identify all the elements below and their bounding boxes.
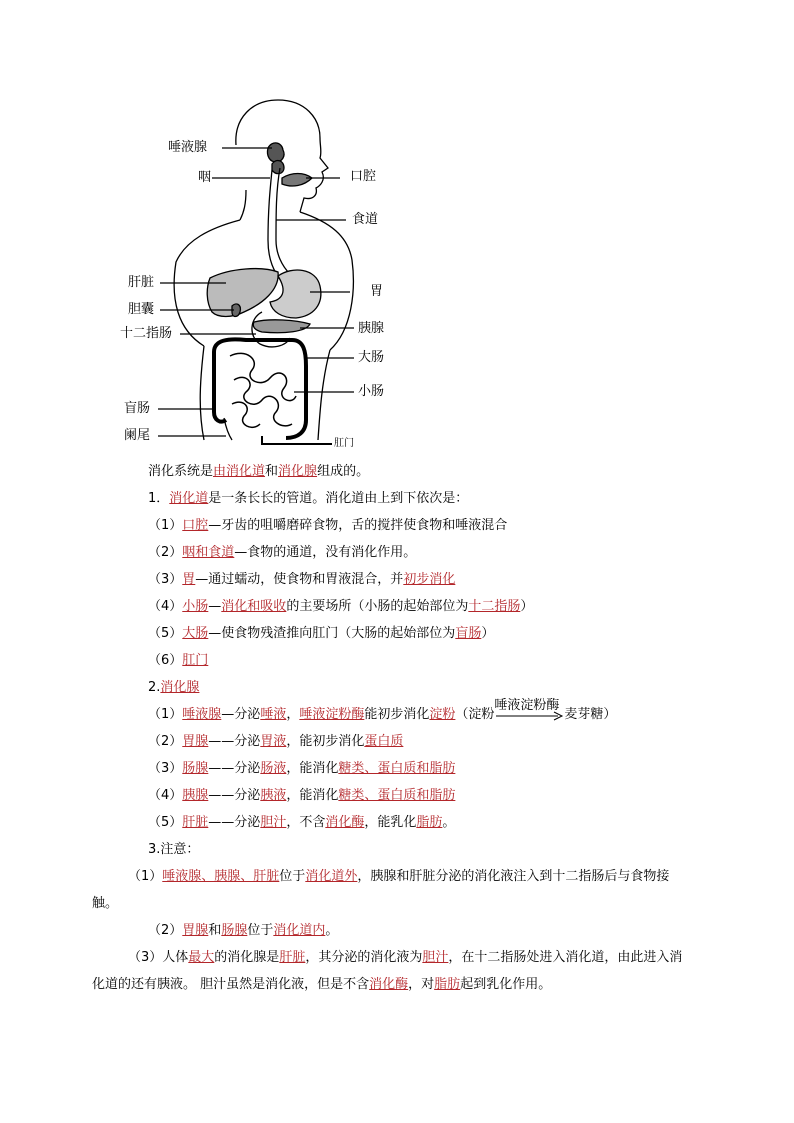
highlight: 消化酶 (369, 977, 409, 992)
text: ，能消化 (286, 761, 339, 776)
highlight: 胰液 (260, 788, 287, 803)
highlight: 最大 (188, 950, 215, 965)
text: ，对 (408, 977, 435, 992)
highlight: 唾液淀粉酶 (299, 707, 365, 722)
text: （淀粉 (455, 707, 495, 722)
label-small-intestine: 小肠 (358, 384, 385, 399)
highlight: 消化和吸收 (221, 599, 287, 614)
text: 位于 (279, 869, 306, 884)
s1-item (120, 647, 690, 674)
s2-item (120, 728, 690, 755)
s3-item (92, 944, 690, 998)
highlight: 肠腺 (182, 761, 209, 776)
text: 2. (148, 680, 161, 695)
text: ，不含 (286, 815, 326, 830)
label-stomach: 胃 (370, 284, 384, 299)
text: （5） (148, 815, 183, 830)
highlight: 脂肪 (434, 977, 461, 992)
label-esophagus: 食道 (352, 212, 379, 227)
highlight: 肝脏 (279, 950, 306, 965)
text: 。 (442, 815, 456, 830)
text: ——分泌 (208, 761, 261, 776)
highlight: 咽和食道 (182, 545, 235, 560)
text: —使食物残渣推向肛门（大肠的起始部位为 (208, 626, 456, 641)
highlight: 消化酶 (325, 815, 365, 830)
label-pharynx: 咽 (198, 170, 212, 185)
highlight: 消化道外 (305, 869, 358, 884)
highlight: 脂肪 (416, 815, 443, 830)
text: 组成的。 (317, 464, 370, 479)
text: 位于 (247, 923, 274, 938)
s2-item (120, 755, 690, 782)
text: ——分泌 (208, 815, 261, 830)
text: ， (286, 707, 300, 722)
text: —分泌 (221, 707, 261, 722)
label-gallbladder: 胆囊 (128, 302, 155, 317)
highlight: 消化腺 (160, 680, 200, 695)
highlight: 肠液 (260, 761, 287, 776)
highlight: 糖类、蛋白质和脂肪 (338, 761, 456, 776)
highlight: 肝脏 (182, 815, 209, 830)
label-large-intestine: 大肠 (358, 350, 385, 365)
highlight: 盲肠 (455, 626, 482, 641)
text: （1） (148, 707, 183, 722)
text: ，能乳化 (364, 815, 417, 830)
s1-item (120, 566, 690, 593)
text: 麦芽糖） (564, 707, 617, 722)
text: 。 (325, 923, 339, 938)
digestive-system-diagram (0, 0, 794, 460)
highlight: 淀粉 (429, 707, 456, 722)
text: ） (520, 599, 534, 614)
text: ——分泌 (208, 788, 261, 803)
highlight: 消化腺 (278, 464, 318, 479)
enzyme-label: 唾液淀粉酶 (494, 697, 560, 713)
text: （2） (148, 545, 183, 560)
intro-line (120, 458, 690, 485)
highlight: 十二指肠 (468, 599, 521, 614)
s2-item (120, 809, 690, 836)
text: （6） (148, 653, 183, 668)
s3-item (92, 863, 690, 917)
text: 和 (265, 464, 279, 479)
text: 是一条长长的管道。消化道由上到下依次是： (208, 491, 469, 506)
highlight: 口腔 (182, 518, 209, 533)
highlight: 消化道 (169, 491, 209, 506)
label-duodenum: 十二指肠 (120, 326, 173, 341)
text: （3） (148, 761, 183, 776)
s1-item (120, 620, 690, 647)
text: （3）人体 (128, 950, 189, 965)
text: 起到乳化作用。 (460, 977, 552, 992)
text: （2） (148, 923, 183, 938)
highlight: 由消化道 (213, 464, 266, 479)
text: ，在十二指肠处进入消化道，由此进入消化道的还有胰液。 胆汁虽然是消化液，但是不含 (92, 950, 683, 992)
document-body (92, 458, 690, 998)
label-cecum: 盲肠 (124, 401, 151, 416)
text: 和 (208, 923, 222, 938)
label-appendix: 阑尾 (124, 428, 151, 443)
text: —食物的通道，没有消化作用。 (234, 545, 417, 560)
text: 能初步消化 (364, 707, 430, 722)
text: —牙齿的咀嚼磨碎食物，舌的搅拌使食物和唾液混合 (208, 518, 508, 533)
section-3-title: 3.注意： (148, 842, 200, 857)
text: ，能消化 (286, 788, 339, 803)
highlight: 胆汁 (260, 815, 287, 830)
text: ，能初步消化 (286, 734, 365, 749)
text: 的消化腺是 (214, 950, 280, 965)
highlight: 大肠 (182, 626, 209, 641)
s1-item (120, 512, 690, 539)
text: （1） (148, 518, 183, 533)
highlight: 胃腺 (182, 734, 209, 749)
highlight: 消化道内 (273, 923, 326, 938)
label-anus: 肛门 (334, 438, 354, 449)
section-1-title (120, 485, 690, 512)
highlight: 初步消化 (403, 572, 456, 587)
label-liver: 肝脏 (128, 275, 155, 290)
highlight: 蛋白质 (364, 734, 404, 749)
text: ——分泌 (208, 734, 261, 749)
text: （1） (128, 869, 163, 884)
highlight: 肠腺 (221, 923, 248, 938)
highlight: 小肠 (182, 599, 209, 614)
text: （3） (148, 572, 183, 587)
text: 1． (148, 491, 170, 506)
text: ，其分泌的消化液为 (305, 950, 423, 965)
text: 消化系统是 (148, 464, 214, 479)
label-pancreas: 胰腺 (358, 321, 385, 336)
text: （4） (148, 599, 183, 614)
text: —通过蠕动，使食物和胃液混合，并 (195, 572, 404, 587)
s2-item (120, 782, 690, 809)
text: （4） (148, 788, 183, 803)
highlight: 唾液腺、胰腺、肝脏 (162, 869, 280, 884)
s3-item (120, 917, 690, 944)
highlight: 糖类、蛋白质和脂肪 (338, 788, 456, 803)
highlight: 肛门 (182, 653, 209, 668)
text: （2） (148, 734, 183, 749)
text: — (208, 599, 222, 614)
s1-item (120, 539, 690, 566)
s1-item (120, 593, 690, 620)
text: 的主要场所（小肠的起始部位为 (286, 599, 469, 614)
highlight: 胆汁 (422, 950, 449, 965)
highlight: 胃液 (260, 734, 287, 749)
section-2-title (120, 674, 690, 701)
highlight: 胰腺 (182, 788, 209, 803)
highlight: 胃腺 (182, 923, 209, 938)
highlight: 唾液腺 (182, 707, 222, 722)
text: （5） (148, 626, 183, 641)
highlight: 唾液 (260, 707, 287, 722)
reaction-arrow (494, 697, 564, 723)
s2-item (120, 697, 690, 728)
text: ） (481, 626, 495, 641)
highlight: 胃 (182, 572, 196, 587)
label-oral-cavity: 口腔 (350, 169, 377, 184)
text: ，胰腺和肝脏分泌的消化液注入到十二指肠后与食物接触。 (92, 869, 670, 911)
label-salivary-gland: 唾液腺 (168, 140, 208, 155)
